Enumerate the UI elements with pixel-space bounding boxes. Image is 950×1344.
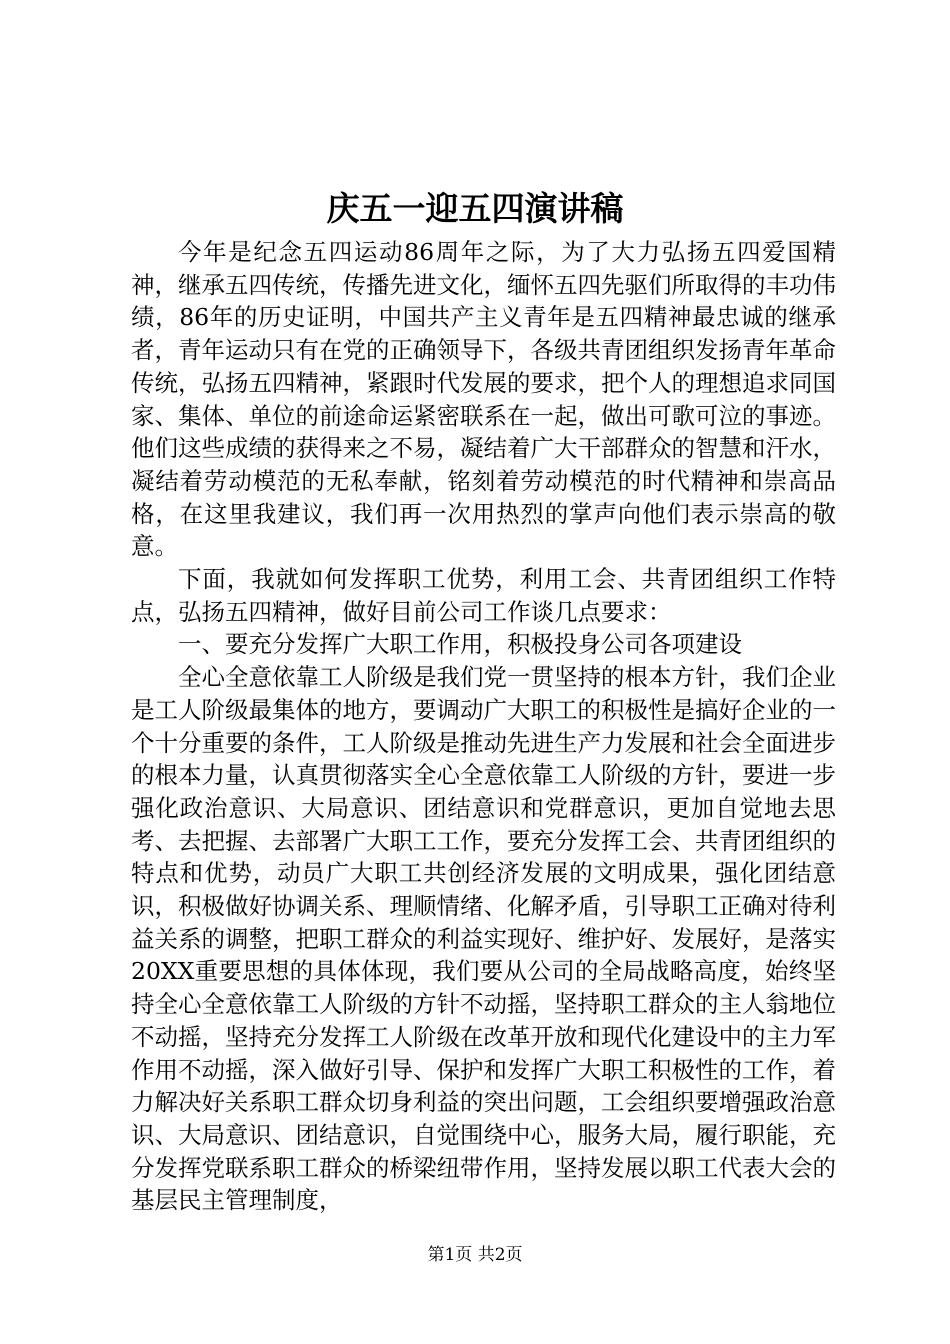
document-title: 庆五一迎五四演讲稿 xyxy=(326,189,624,228)
page-number-footer: 第1页 共2页 xyxy=(427,1245,523,1265)
section-heading-1: 一、要充分发挥广大职工作用，积极投身公司各项建设 xyxy=(178,630,742,659)
paragraph-section-1: 全心全意依靠工人阶级是我们党一贯坚持的根本方针，我们企业是工人阶级最集体的地方，要调动广大职工的积极性是搞好企业的一个十分重要的条件，工人阶级是推动先进生产力发展和社会全面进步的根本力量，认真贯彻落实全心全意依靠工人阶级的方针，要进一步强化政治意识、大局意识、团结意识和党群意识，更加自觉地去思考、去把握、去部署广大职工工作，要充分发挥工会、共青团组织的特点和优势，动员广大职工共创经济发展的文明成果，强化团结意识，积极做好协调关系、理顺情绪、化解矛盾，引导职工正确对待利益关系的调整，把职工群众的利益实现好、维护好、发展好，是落实20XX重要思想的具体体现，我们要从公司的全局战略高度，始终坚持全心全意依靠工人阶级的方针不动摇，坚持职工群众的主人翁地位不动摇，坚持充分发挥工人阶级在改革开放和现代化建设中的主力军作用不动摇，深入做好引导、保护和发挥广大职工积极性的工作，着力解决好关系职工群众切身利益的突出问题，工会组织要增强政治意识、大局意识、团结意识，自觉围绕中心，服务大局，履行职能，充分发挥党联系职工群众的桥梁纽带作用，坚持发展以职工代表大会的基层民主管理制度， xyxy=(131,663,836,1215)
paragraph-requirements-intro: 下面，我就如何发挥职工优势，利用工会、共青团组织工作特点，弘扬五四精神，做好目前公司工作谈几点要求： xyxy=(131,565,836,626)
document-body xyxy=(131,236,836,1217)
paragraph-intro: 今年是纪念五四运动86周年之际，为了大力弘扬五四爱国精神，继承五四传统，传播先进文化，缅怀五四先驱们所取得的丰功伟绩，86年的历史证明，中国共产主义青年是五四精神最忠诚的继承者，青年运动只有在党的正确领导下，各级共青团组织发扬青年革命传统，弘扬五四精神，紧跟时代发展的要求，把个人的理想追求同国家、集体、单位的前途命运紧密联系在一起，做出可歌可泣的事迹。他们这些成绩的获得来之不易，凝结着广大干部群众的智慧和汗水，凝结着劳动模范的无私奉献，铭刻着劳动模范的时代精神和崇高品格，在这里我建议，我们再一次用热烈的掌声向他们表示崇高的敬意。 xyxy=(131,238,836,561)
